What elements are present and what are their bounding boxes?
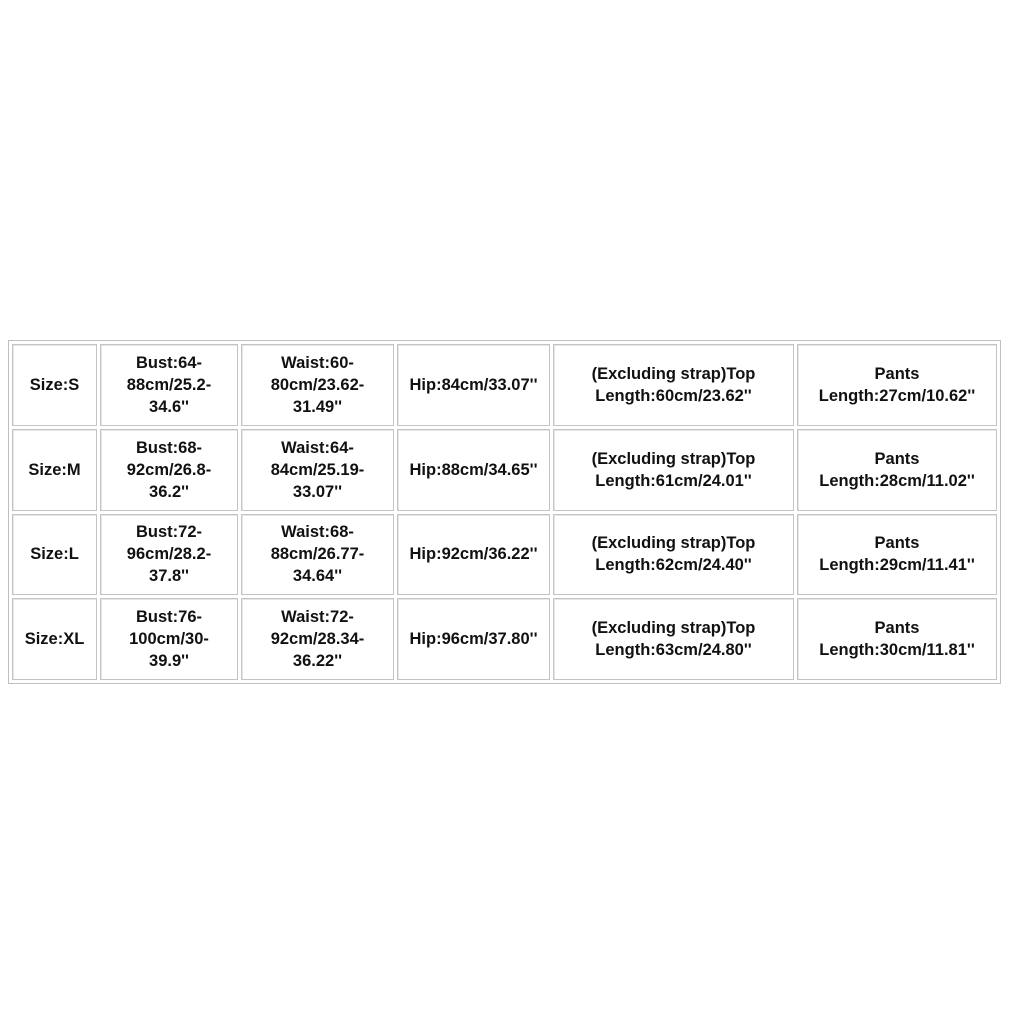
bust-cell: Bust:64- 88cm/25.2- 34.6'' — [100, 344, 238, 426]
bust-cell: Bust:68- 92cm/26.8- 36.2'' — [100, 429, 238, 511]
size-cell: Size:XL — [12, 598, 97, 680]
bust-cell: Bust:76- 100cm/30- 39.9'' — [100, 598, 238, 680]
top-length-cell: (Excluding strap)Top Length:61cm/24.01'' — [553, 429, 794, 511]
size-chart-table — [8, 340, 1001, 684]
hip-cell: Hip:96cm/37.80'' — [397, 598, 550, 680]
waist-cell: Waist:60- 80cm/23.62- 31.49'' — [241, 344, 394, 426]
waist-cell: Waist:68- 88cm/26.77- 34.64'' — [241, 514, 394, 596]
top-length-cell: (Excluding strap)Top Length:63cm/24.80'' — [553, 598, 794, 680]
table-row-size-xl — [12, 598, 997, 680]
pants-length-cell: Pants Length:27cm/10.62'' — [797, 344, 997, 426]
hip-cell: Hip:88cm/34.65'' — [397, 429, 550, 511]
size-cell: Size:M — [12, 429, 97, 511]
top-length-cell: (Excluding strap)Top Length:62cm/24.40'' — [553, 514, 794, 596]
table-row-size-l — [12, 514, 997, 596]
pants-length-cell: Pants Length:30cm/11.81'' — [797, 598, 997, 680]
waist-cell: Waist:64- 84cm/25.19- 33.07'' — [241, 429, 394, 511]
pants-length-cell: Pants Length:29cm/11.41'' — [797, 514, 997, 596]
table-row-size-m — [12, 429, 997, 511]
top-length-cell: (Excluding strap)Top Length:60cm/23.62'' — [553, 344, 794, 426]
table-row-size-s — [12, 344, 997, 426]
pants-length-cell: Pants Length:28cm/11.02'' — [797, 429, 997, 511]
hip-cell: Hip:92cm/36.22'' — [397, 514, 550, 596]
size-cell: Size:L — [12, 514, 97, 596]
hip-cell: Hip:84cm/33.07'' — [397, 344, 550, 426]
bust-cell: Bust:72- 96cm/28.2- 37.8'' — [100, 514, 238, 596]
waist-cell: Waist:72- 92cm/28.34- 36.22'' — [241, 598, 394, 680]
size-cell: Size:S — [12, 344, 97, 426]
